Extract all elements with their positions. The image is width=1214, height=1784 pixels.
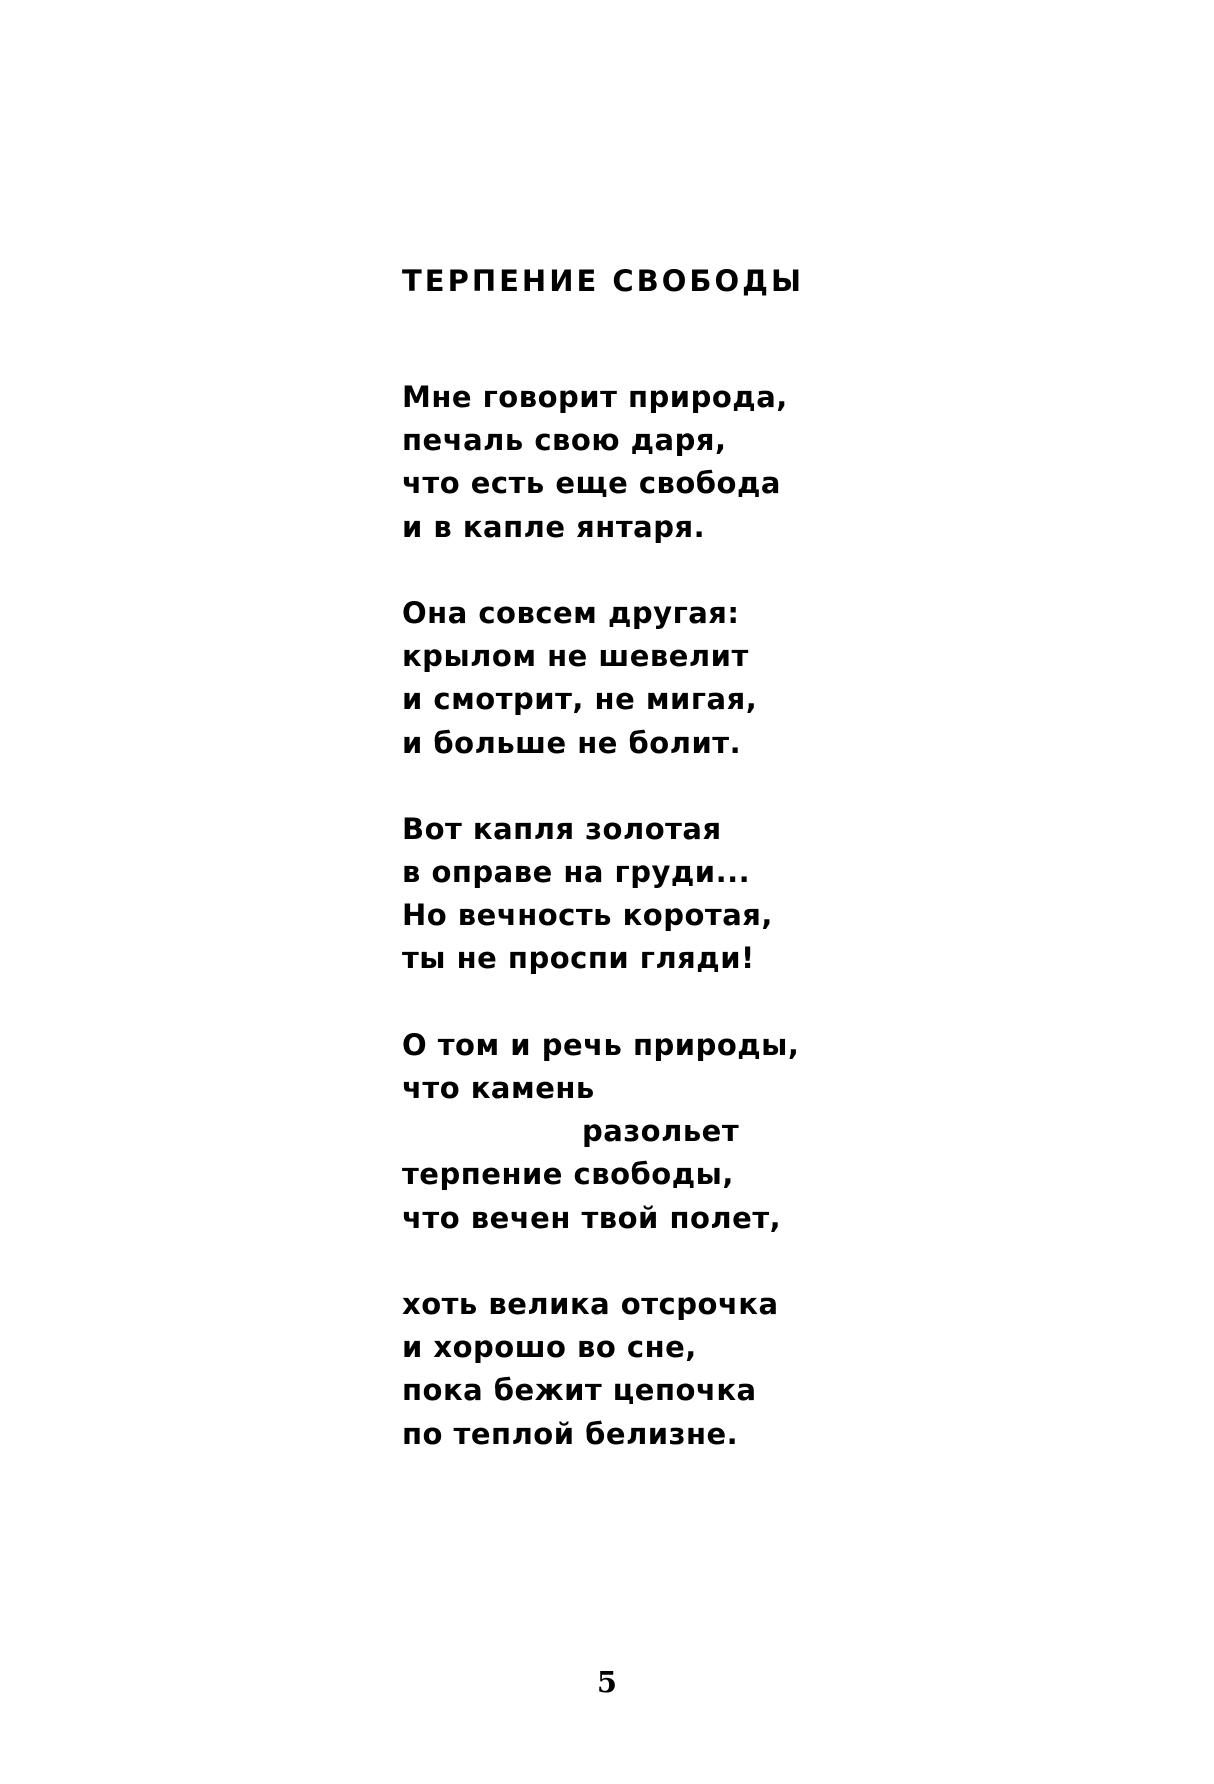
poem-line: О том и речь природы, bbox=[402, 1027, 800, 1062]
stanza-4 bbox=[402, 1024, 962, 1240]
poem-line: в оправе на груди... bbox=[402, 855, 751, 890]
poem-line: что вечен твой полет, bbox=[402, 1200, 782, 1235]
poem-line: ты не проспи гляди! bbox=[402, 941, 755, 976]
stanza-3 bbox=[402, 808, 962, 981]
poem-line: печаль свою даря, bbox=[402, 423, 727, 458]
stanza-2 bbox=[402, 592, 962, 765]
stanza-5 bbox=[402, 1283, 962, 1456]
poem-line: и в капле янтаря. bbox=[402, 509, 706, 544]
poem-line-indented: разольет bbox=[582, 1114, 740, 1149]
poem-body bbox=[402, 376, 962, 1456]
poem-line: и смотрит, не мигая, bbox=[402, 682, 758, 717]
poem-line: крылом не шевелит bbox=[402, 639, 749, 674]
poem-line: Она совсем другая: bbox=[402, 595, 740, 630]
poem-line: Вот капля золотая bbox=[402, 811, 722, 846]
page-number: 5 bbox=[596, 1665, 618, 1699]
poem-line: что есть еще свобода bbox=[402, 466, 781, 501]
poem-line: и больше не болит. bbox=[402, 725, 742, 760]
stanza-1 bbox=[402, 376, 962, 549]
poem-line: Мне говорит природа, bbox=[402, 380, 788, 414]
poem-line: хоть велика отсрочка bbox=[402, 1286, 779, 1321]
poem-line: что камень bbox=[402, 1071, 595, 1105]
poem-line: пока бежит цепочка bbox=[402, 1373, 757, 1408]
poem-line: по теплой белизне. bbox=[402, 1416, 739, 1451]
poem-title: ТЕРПЕНИЕ СВОБОДЫ bbox=[402, 264, 805, 298]
poem-line: терпение свободы, bbox=[402, 1157, 734, 1192]
poem-line: и хорошо во сне, bbox=[402, 1330, 697, 1365]
poem-line: Но вечность коротая, bbox=[402, 898, 773, 933]
